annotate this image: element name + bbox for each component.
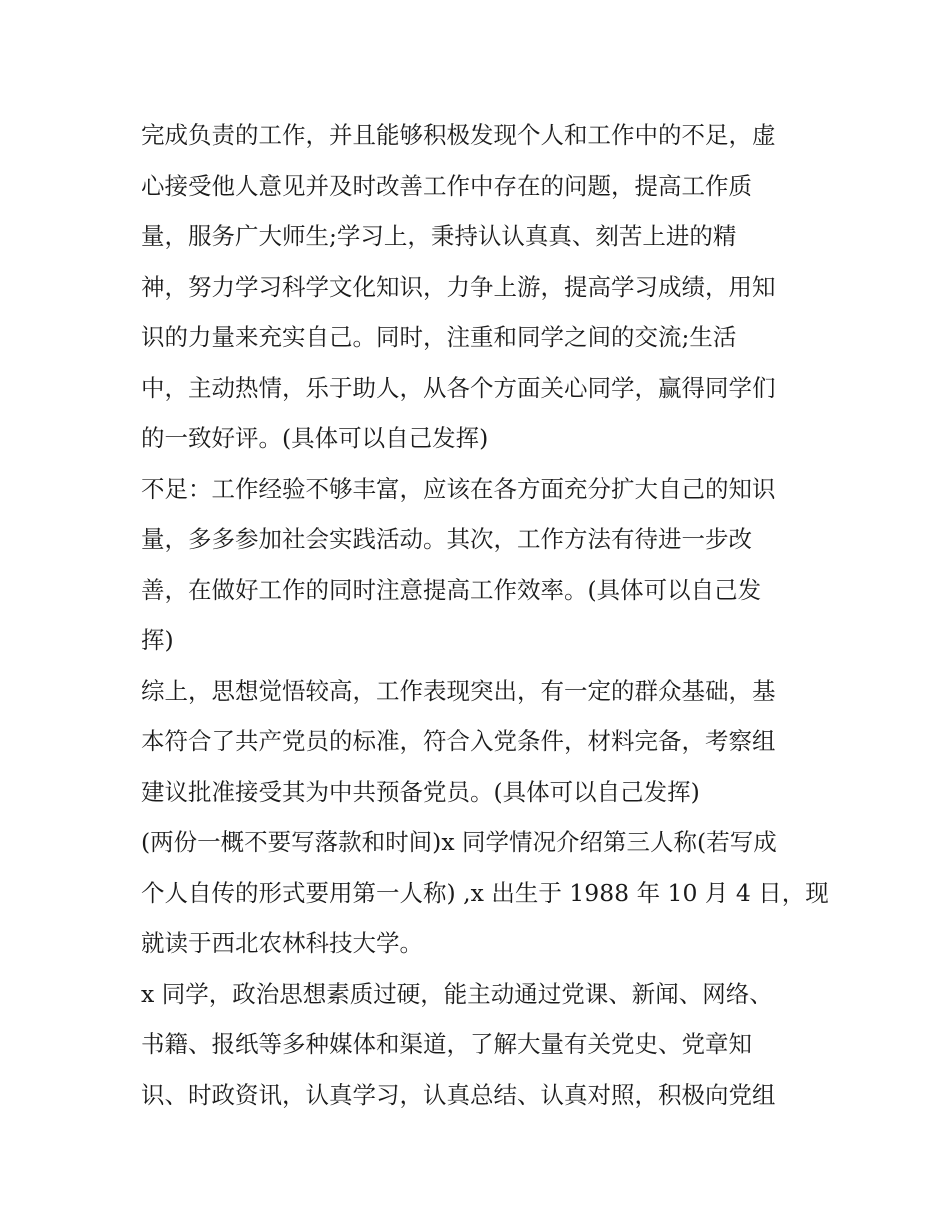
text-line: 识、时政资讯，认真学习，认真总结、认真对照，积极向党组 [141, 1080, 776, 1109]
text-line: 书籍、报纸等多种媒体和渠道，了解大量有关党史、党章知 [141, 1030, 752, 1058]
text-line: 识的力量来充实自己。同时，注重和同学之间的交流;生活 [141, 323, 737, 351]
text-line: 量，多多参加社会实践活动。其次，工作方法有待进一步改 [141, 525, 752, 553]
text-line: 综上，思想觉悟较高，工作表现突出，有一定的群众基础，基 [141, 676, 776, 705]
text-line: 心接受他人意见并及时改善工作中存在的问题，提高工作质 [141, 171, 752, 200]
text-line: 中，主动热情，乐于助人，从各个方面关心同学，赢得同学们 [141, 373, 776, 402]
text-line: 就读于西北农林科技大学。 [141, 929, 423, 957]
text-line: 的一致好评。(具体可以自己发挥) [141, 424, 489, 452]
text-line: 不足：工作经验不够丰富，应该在各方面充分扩大自己的知识 [141, 474, 776, 503]
text-line: x 同学，政治思想素质过硬，能主动通过党课、新闻、网络、 [141, 979, 773, 1008]
text-line: 个人自传的形式要用第一人称) ,x 出生于 1988 年 10 月 4 日，现 [141, 878, 829, 907]
text-line: 神，努力学习科学文化知识，力争上游，提高学习成绩，用知 [141, 272, 776, 301]
text-line: 本符合了共产党员的标准，符合入党条件，材料完备，考察组 [141, 727, 776, 755]
text-line: 完成负责的工作，并且能够积极发现个人和工作中的不足，虚 [141, 121, 776, 149]
document-body [141, 110, 829, 1120]
text-line: 善，在做好工作的同时注意提高工作效率。(具体可以自己发 [141, 575, 762, 604]
text-line: 建议批准接受其为中共预备党员。(具体可以自己发挥) [141, 777, 700, 806]
text-line: (两份一概不要写落款和时间)x 同学情况介绍第三人称(若写成 [141, 828, 777, 856]
text-line: 挥) [141, 626, 174, 654]
text-line: 量，服务广大师生;学习上，秉持认认真真、刻苦上进的精 [141, 222, 737, 250]
